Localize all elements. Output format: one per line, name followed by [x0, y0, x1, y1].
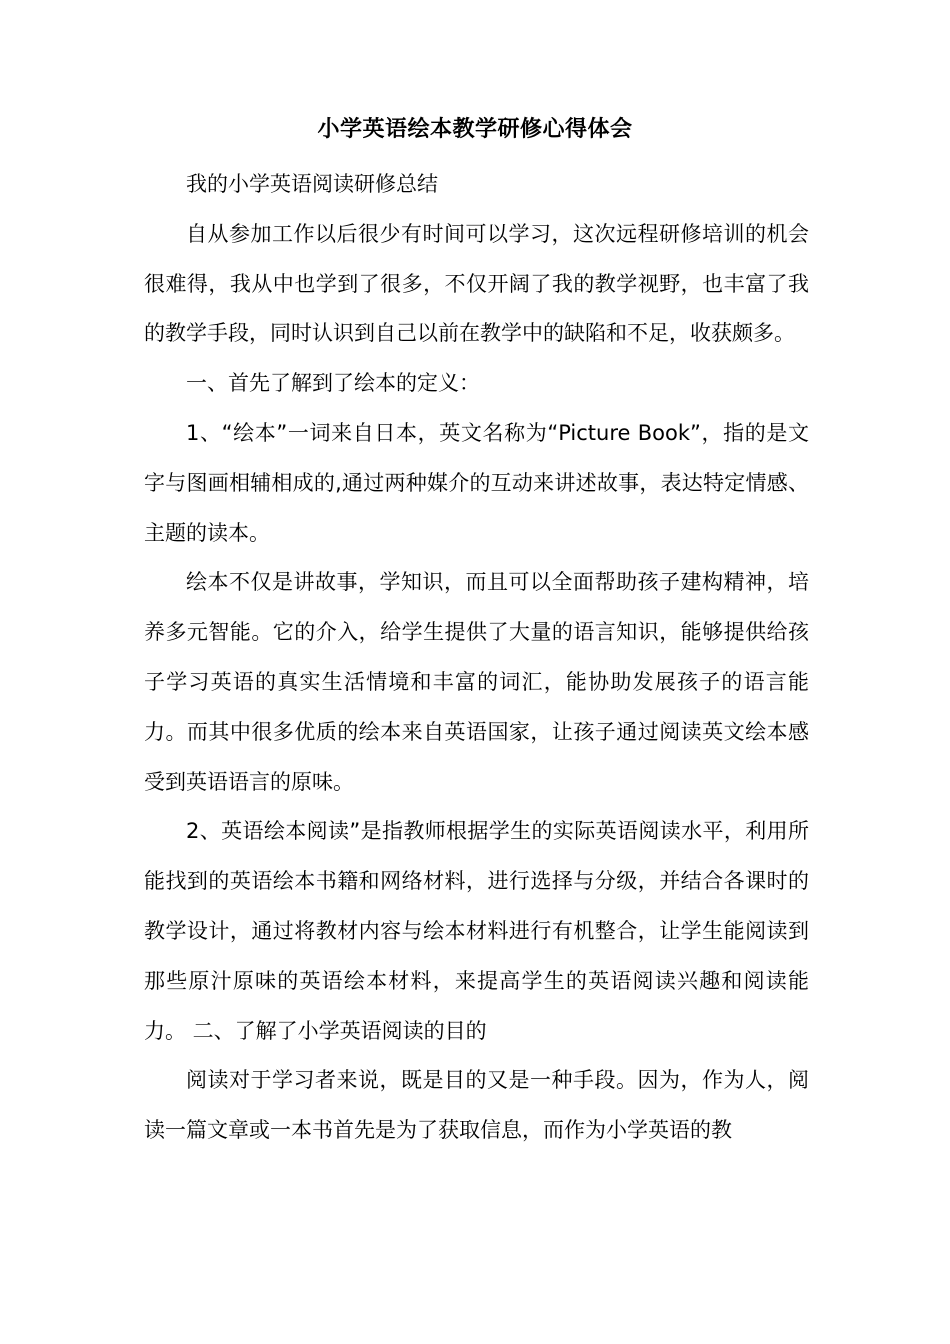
- document-body: [144, 160, 809, 1156]
- paragraph: 自从参加工作以后很少有时间可以学习，这次远程研修培训的机会很难得，我从中也学到了很多，不仅开阔了我的教学视野，也丰富了我的教学手段，同时认识到自己以前在教学中的缺陷和不足，收获颇多。: [144, 221, 809, 346]
- section-heading: 一、首先了解到了绘本的定义：: [186, 371, 480, 396]
- paragraph: 阅读对于学习者来说，既是目的又是一种手段。因为，作为人，阅读一篇文章或一本书首先是为了获取信息，而作为小学英语的教: [144, 1068, 809, 1143]
- document-title: 小学英语绘本教学研修心得体会: [317, 117, 633, 142]
- paragraph-subtitle: 我的小学英语阅读研修总结: [186, 172, 438, 196]
- paragraph: 2、英语绘本阅读”是指教师根据学生的实际英语阅读水平，利用所能找到的英语绘本书籍和网络材料，进行选择与分级，并结合各课时的教学设计，通过将教材内容与绘本材料进行有机整合，让学生能阅读到那些原汁原味的英语绘本材料，来提高学生的英语阅读兴趣和阅读能力。 二、了解了小学英语阅读的目的: [144, 819, 809, 1043]
- paragraph: 1、“绘本”一词来自日本，英文名称为“Picture Book”，指的是文字与图画相辅相成的,通过两种媒介的互动来讲述故事，表达特定情感、主题的读本。: [144, 420, 809, 545]
- paragraph: 绘本不仅是讲故事，学知识，而且可以全面帮助孩子建构精神，培养多元智能。它的介入，给学生提供了大量的语言知识，能够提供给孩子学习英语的真实生活情境和丰富的词汇，能协助发展孩子的语言能力。而其中很多优质的绘本来自英语国家，让孩子通过阅读英文绘本感受到英语语言的原味。: [144, 570, 809, 794]
